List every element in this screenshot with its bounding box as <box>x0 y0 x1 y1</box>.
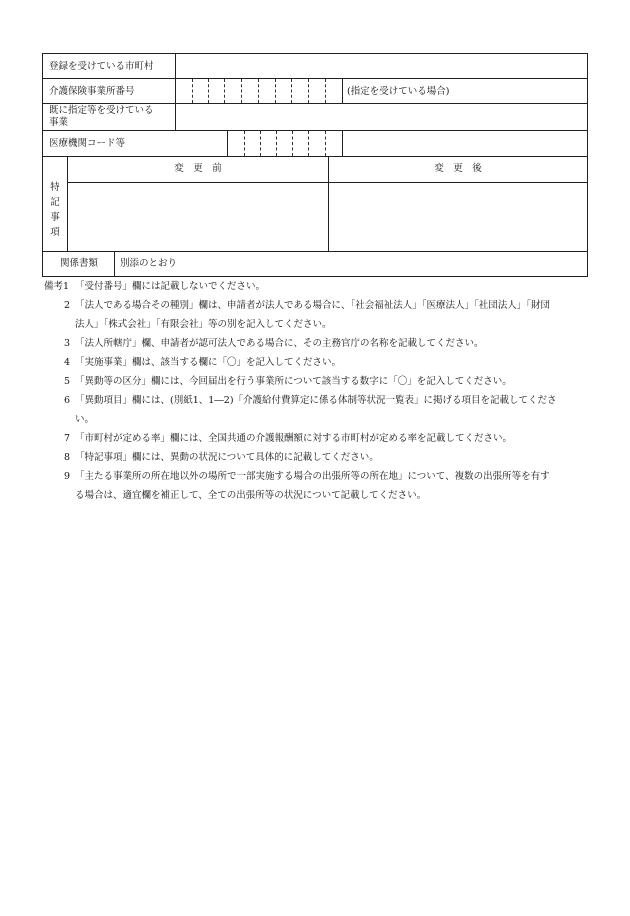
medical-code-label: 医療機関コード等 <box>49 138 126 149</box>
note-6-line2: い。 <box>75 414 95 425</box>
designated-business-label <box>49 105 154 129</box>
digit-separator <box>291 79 292 103</box>
registered-municipality-field[interactable] <box>176 54 587 78</box>
designation-note: (指定を受けている場合) <box>347 86 450 97</box>
row-divider <box>42 156 588 157</box>
column-divider <box>114 251 115 277</box>
note-number: 2 <box>64 300 71 311</box>
care-office-number-label: 介護保険事業所番号 <box>49 86 135 97</box>
note-prefix: 備考1 <box>44 281 70 292</box>
special-notes-char: 記 <box>50 197 60 208</box>
row-divider <box>42 251 588 252</box>
note-5: 「異動等の区分」欄には、今回届出を行う事業所について該当する数字に「〇」を記入してください。 <box>75 376 512 387</box>
note-number: 8 <box>64 452 71 463</box>
table-border-bottom <box>42 276 588 277</box>
table-border-right <box>587 53 588 277</box>
note-4: 「実施事業」欄は、該当する欄に「〇」を記入してください。 <box>75 357 342 368</box>
note-3: 「法人所轄庁」欄、申請者が認可法人である場合に、その主務官庁の名称を記載してください。 <box>75 338 484 349</box>
digit-separator <box>325 79 326 103</box>
digit-separator <box>308 79 309 103</box>
note-number: 7 <box>64 433 71 444</box>
digit-separator <box>241 79 242 103</box>
digit-separator <box>260 131 261 156</box>
digit-separator <box>325 131 326 156</box>
digit-separator <box>208 79 209 103</box>
care-office-number-field[interactable] <box>176 79 342 103</box>
after-change-header: 変 更 後 <box>434 163 482 174</box>
digit-separator <box>244 131 245 156</box>
digit-separator <box>224 79 225 103</box>
special-notes-char: 事 <box>50 212 60 223</box>
digit-separator <box>275 79 276 103</box>
note-number: 6 <box>64 395 71 406</box>
special-notes-char: 特 <box>50 182 60 193</box>
note-number: 5 <box>64 376 71 387</box>
note-6-line1: 「異動項目」欄には、(別紙1、1―2)「介護給付費算定に係る体制等状況一覧表」に掲げる項目を記載してくださ <box>75 395 557 406</box>
note-2-line2: 法人」「株式会社」「有限会社」等の別を記入してください。 <box>75 319 332 330</box>
special-notes-label <box>49 180 61 240</box>
note-2-line1: 「法人である場合その種別」欄は、申請者が法人である場合に、「社会福祉法人」「医療法人」「社団法人」「財団 <box>75 300 551 311</box>
designated-business-label-line1: 既に指定等を受けている <box>49 105 154 116</box>
digit-separator <box>276 131 277 156</box>
table-border-left <box>42 53 43 277</box>
designated-business-label-line2: 事業 <box>49 117 69 128</box>
before-change-field[interactable] <box>68 183 328 251</box>
digit-separator <box>258 79 259 103</box>
medical-code-field[interactable] <box>228 131 342 156</box>
digit-separator <box>192 79 193 103</box>
before-change-header: 変 更 前 <box>174 163 222 174</box>
registered-municipality-label: 登録を受けている市町村 <box>49 61 154 72</box>
column-divider <box>342 130 343 157</box>
related-documents-value: 別添のとおり <box>120 258 178 269</box>
note-8: 「特記事項」欄には、異動の状況について具体的に記載してください。 <box>75 452 379 463</box>
related-documents-label: 関係書類 <box>60 258 99 269</box>
column-divider <box>342 78 343 104</box>
designated-business-field[interactable] <box>176 104 587 130</box>
note-number: 3 <box>64 338 71 349</box>
note-1: 「受付番号」欄には記載しないでください。 <box>75 281 266 292</box>
digit-separator <box>292 131 293 156</box>
note-9-line2: る場合は、適宜欄を補正して、全ての出張所等の状況について記載してください。 <box>75 490 427 501</box>
digit-separator <box>308 131 309 156</box>
note-number: 4 <box>64 357 71 368</box>
after-change-field[interactable] <box>329 183 587 251</box>
special-notes-char: 項 <box>50 227 60 238</box>
note-9-line1: 「主たる事業所の所在地以外の場所で一部実施する場合の出張所等の所在地」について、複数の出張所等を有す <box>75 471 550 482</box>
note-number: 9 <box>64 471 71 482</box>
note-7: 「市町村が定める率」欄には、全国共通の介護報酬額に対する市町村が定める率を記載してください。 <box>75 433 513 444</box>
